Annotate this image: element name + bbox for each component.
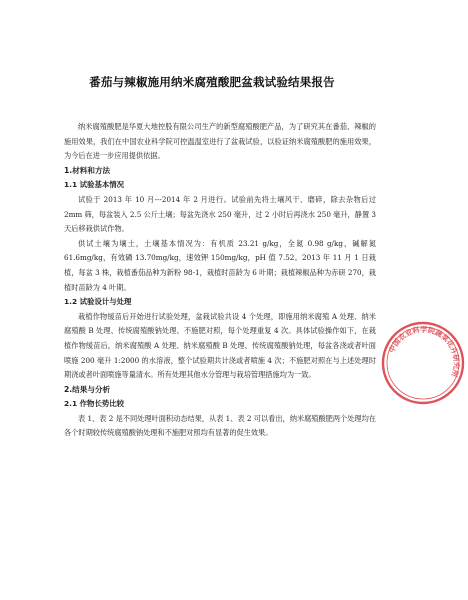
subsection-heading-growth: 2.1 作物长势比较: [64, 399, 125, 409]
paragraph-growth: 表 1、表 2 是不同处理叶面积动态结果，从表 1、表 2 可以看出，纳米腐殖酸肥两个处理均在各个时期较传统腐殖酸钠处理和不施肥对照均有显著的促生效果。: [64, 413, 376, 438]
subsection-heading-design: 1.2 试验设计与处理: [64, 297, 132, 307]
paragraph-soil: 供试土壤为壤土，土壤基本情况为：有机质 23.21 g/kg，全氮 0.98 g/kg，碱解氮 61.6mg/kg，有效磷 13.70mg/kg，速效钾 150mg/kg，pH 值 7.52。2013 年 11 月 1 日栽植，每盆 3 株，栽植番茄品种为新粉 98-1，栽植时苗龄为 6 叶期；栽植辣椒品种为赤研 270，栽植时苗龄为 4 叶期。: [64, 238, 376, 292]
section-heading-materials-methods: 1.材料和方法: [64, 165, 111, 175]
section-heading-results: 2.结果与分析: [64, 384, 111, 394]
document-title: 番茄与辣椒施用纳米腐殖酸肥盆栽试验结果报告: [89, 75, 335, 89]
institution-seal-stamp: [378, 318, 468, 408]
intro-paragraph: 纳米腐殖酸肥是华夏大地控股有限公司生产的新型腐殖酸肥产品，为了研究其在番茄、辣椒的施用效果，我们在中国农业科学院可控温温室进行了盆栽试验，以验证纳米腐殖酸肥的施用效果，为今后在进一步应用提供依据。: [64, 122, 376, 161]
paragraph-schedule: 试验于 2013 年 10 月---2014 年 2 月进行。试验前先将土壤风干、磨碎，除去杂物后过 2mm 筛，每盆装入 2.5 公斤土壤；每盆先浇水 250 毫升，过 2 小时后再浇水 250 毫升，静置 3 天后移栽供试作物。: [64, 194, 376, 234]
subsection-heading-basic-info: 1.1 试验基本情况: [64, 180, 125, 190]
paragraph-design: 栽植作物缓苗后开始进行试验处理，盆栽试验共设 4 个处理，即施用纳米腐殖 A 处理、纳米腐殖酸 B 处理、传统腐殖酸钠处理、不施肥对照，每个处理重复 4 次。具体试验操作如下，在栽植作物缓苗后，纳米腐殖酸 A 处理、纳米腐殖酸 B 处理、传统腐殖酸钠处理，每盆各浇或者叶面喷施 200 毫升 1:2000 的水溶液，整个试验期共计浇或者喷施 4 次；不施肥对照在与上述处理时期浇或者叶面喷施等量清水。所有处理其他水分管理与栽培管理措施均为一致。: [64, 311, 376, 380]
document-body: [64, 120, 376, 441]
svg-text:中国农业科学院蔬菜花卉研究所: 中国农业科学院蔬菜花卉研究所: [386, 324, 462, 379]
